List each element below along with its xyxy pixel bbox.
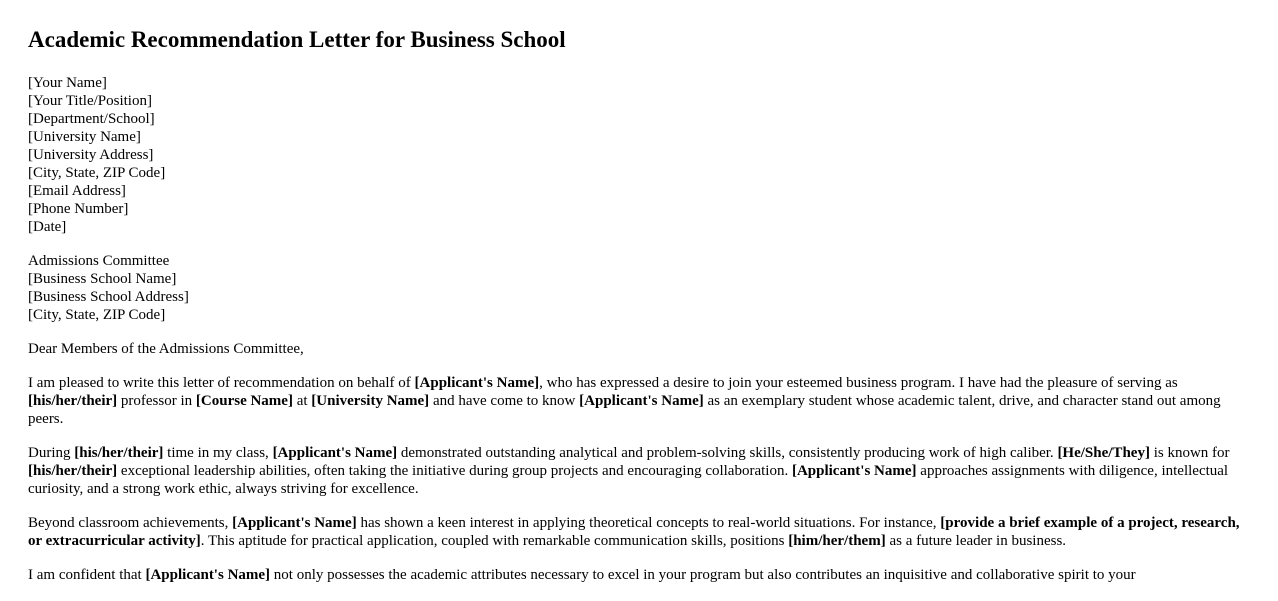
placeholder-bold-text: [him/her/them] [788, 533, 886, 549]
sender-university: [University Name] [28, 129, 141, 145]
placeholder-bold-text: [He/She/They] [1057, 445, 1150, 461]
paragraph-text: exceptional leadership abilities, often taking the initiative during group projects and encouraging collaboration. [117, 463, 792, 479]
sender-phone: [Phone Number] [28, 201, 129, 217]
sender-name: [Your Name] [28, 75, 107, 91]
paragraph-text: time in my class, [163, 445, 273, 461]
paragraph-text: demonstrated outstanding analytical and problem-solving skills, consistently producing work of high caliber. [397, 445, 1058, 461]
paragraph-text: During [28, 445, 75, 461]
placeholder-bold-text: [his/her/their] [28, 393, 118, 409]
placeholder-bold-text: [his/her/their] [28, 463, 118, 479]
sender-address-block [28, 74, 1250, 236]
body-paragraph [28, 514, 1250, 550]
paragraph-text: is known for [1149, 445, 1230, 461]
placeholder-bold-text: [University Name] [311, 393, 430, 409]
paragraph-text: and have come to know [429, 393, 580, 409]
placeholder-bold-text: [provide a brief example of a project, research, or extracurricular activity] [28, 515, 1240, 549]
paragraph-text: approaches assignments with diligence, intellectual curiosity, and a strong work ethic, always striving for excellence. [28, 463, 1229, 497]
paragraph-text: has shown a keen interest in applying theoretical concepts to real-world situations. For instance, [356, 515, 941, 531]
paragraph-text: professor in [117, 393, 196, 409]
paragraph-text: I am pleased to write this letter of recommendation on behalf of [28, 375, 415, 391]
paragraph-text: not only possesses the academic attributes necessary to excel in your program but also contributes an inquisitive and collaborative spirit to your [270, 567, 1136, 583]
body-paragraph [28, 566, 1250, 584]
paragraph-text: as an exemplary student whose academic talent, drive, and character stand out among peers. [28, 393, 1221, 427]
paragraph-text: Beyond classroom achievements, [28, 515, 233, 531]
paragraph-text: . This aptitude for practical application, coupled with remarkable communication skills, positions [200, 533, 789, 549]
sender-city-state-zip: [City, State, ZIP Code] [28, 165, 166, 181]
recipient-school-name: [Business School Name] [28, 271, 177, 287]
placeholder-bold-text: [Course Name] [195, 393, 293, 409]
sender-university-address: [University Address] [28, 147, 154, 163]
placeholder-bold-text: [Applicant's Name] [414, 375, 540, 391]
placeholder-bold-text: [his/her/their] [74, 445, 164, 461]
body-paragraph [28, 374, 1250, 428]
recipient-address-block [28, 252, 1250, 324]
body-paragraph [28, 444, 1250, 498]
recipient-city-state-zip: [City, State, ZIP Code] [28, 307, 166, 323]
sender-title: [Your Title/Position] [28, 93, 152, 109]
placeholder-bold-text: [Applicant's Name] [579, 393, 704, 409]
placeholder-bold-text: [Applicant's Name] [145, 567, 271, 583]
paragraph-text: as a future leader in business. [885, 533, 1067, 549]
page-title: Academic Recommendation Letter for Business School [28, 27, 566, 52]
sender-department: [Department/School] [28, 111, 155, 127]
recipient-school-address: [Business School Address] [28, 289, 189, 305]
paragraph-text: , who has expressed a desire to join your esteemed business program. I have had the pleasure of serving as [539, 375, 1178, 391]
letter-body [28, 374, 1250, 584]
placeholder-bold-text: [Applicant's Name] [232, 515, 357, 531]
salutation: Dear Members of the Admissions Committee, [28, 341, 304, 357]
placeholder-bold-text: [Applicant's Name] [791, 463, 917, 479]
placeholder-bold-text: [Applicant's Name] [272, 445, 398, 461]
paragraph-text: I am confident that [28, 567, 146, 583]
recipient-committee: Admissions Committee [28, 253, 170, 269]
sender-email: [Email Address] [28, 183, 126, 199]
letter-date: [Date] [28, 219, 67, 235]
paragraph-text: at [292, 393, 312, 409]
